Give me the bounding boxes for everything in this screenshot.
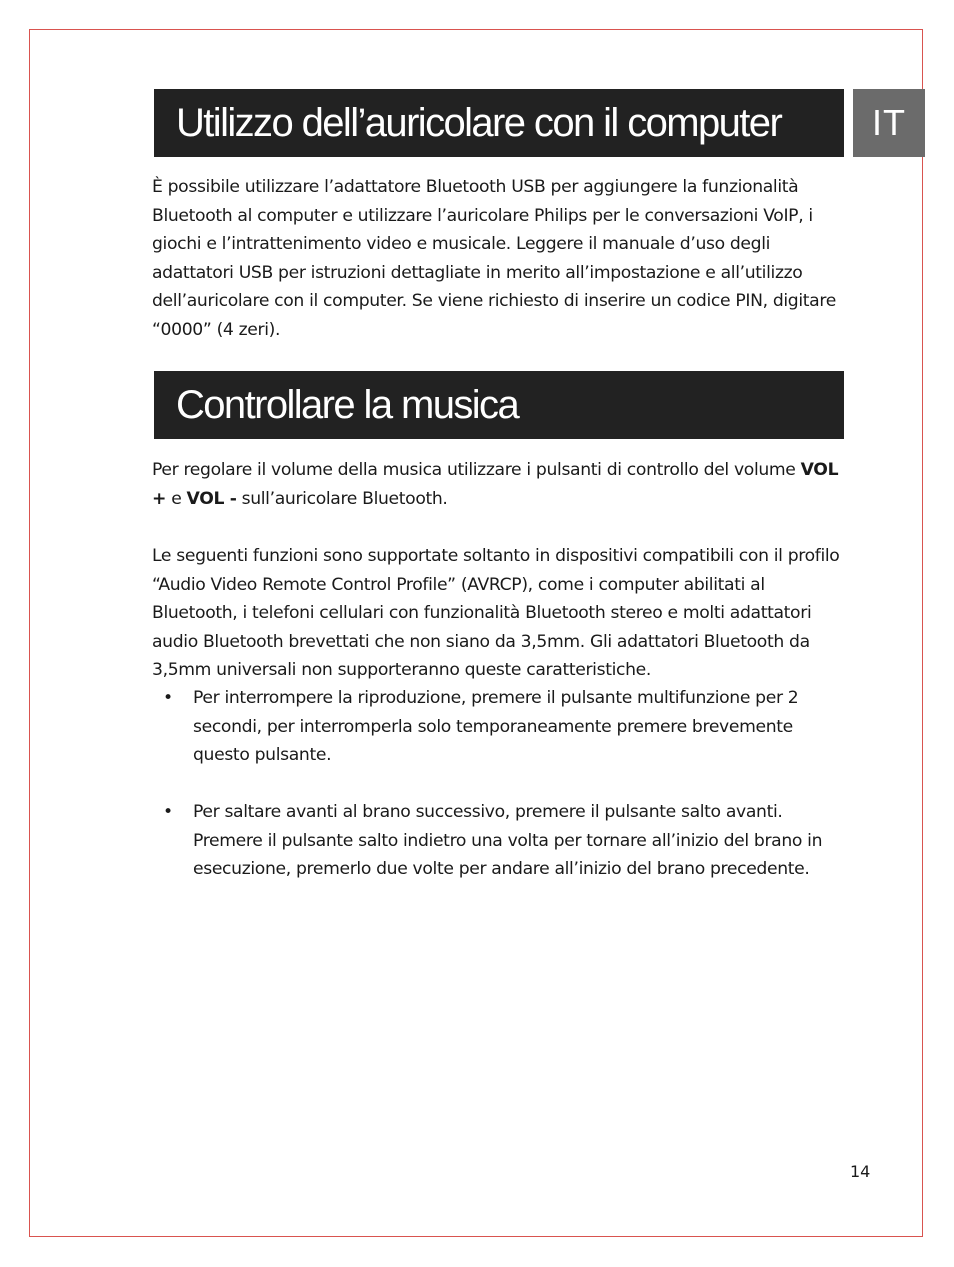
conjunction-text: e <box>171 488 182 509</box>
vol-plus-label: VOL + <box>152 460 839 509</box>
section-heading-computer: Utilizzo dell’auricolare con il computer <box>154 89 844 157</box>
list-item-text: Per interrompere la riproduzione, premere il pulsante multifunzione per 2 secondi, per interromperla solo temporaneamente premere brevemente questo pulsante. <box>193 688 799 766</box>
computer-usage-paragraph: È possibile utilizzare l’adattatore Bluetooth USB per aggiungere la funzionalità Bluetooth al computer e utilizzare l’auricolare Philips per le conversazioni VoIP, i giochi e l’intrattenimento video e musicale. Leggere il manuale d’uso degli adattatori USB per istruzioni dettagliate in merito all’impostazione e all’utilizzo dell’auricolare con il computer. Se viene richiesto di inserire un codice PIN, digitare “0000” (4 zeri). <box>152 177 836 340</box>
bullet-icon: • <box>163 802 173 822</box>
list-item <box>152 798 852 884</box>
volume-outro-text: sull’auricolare Bluetooth. <box>241 488 448 509</box>
bullet-icon: • <box>163 688 173 708</box>
list-item <box>152 684 852 770</box>
page-number: 14 <box>850 1162 871 1181</box>
volume-paragraph <box>152 456 852 513</box>
list-item-text: Per saltare avanti al brano successivo, premere il pulsante salto avanti. Premere il pulsante salto indietro una volta per tornare all’inizio del brano in esecuzione, premerlo due volte per andare all’inizio del brano precedente. <box>193 802 823 880</box>
avrcp-paragraph: Le seguenti funzioni sono supportate soltanto in dispositivi compatibili con il profilo “Audio Video Remote Control Profile” (AVRCP), come i computer abilitati al Bluetooth, i telefoni cellulari con funzionalità Bluetooth stereo e molti adattatori audio Bluetooth brevettati che non siano da 3,5mm. Gli adattatori Bluetooth da 3,5mm universali non supporteranno queste caratteristiche. <box>152 546 840 681</box>
volume-intro-text: Per regolare il volume della musica utilizzare i pulsanti di controllo del volume <box>152 460 796 480</box>
section-heading-music: Controllare la musica <box>154 371 844 439</box>
vol-minus-label: VOL - <box>186 488 237 509</box>
language-tab: IT <box>853 89 925 157</box>
